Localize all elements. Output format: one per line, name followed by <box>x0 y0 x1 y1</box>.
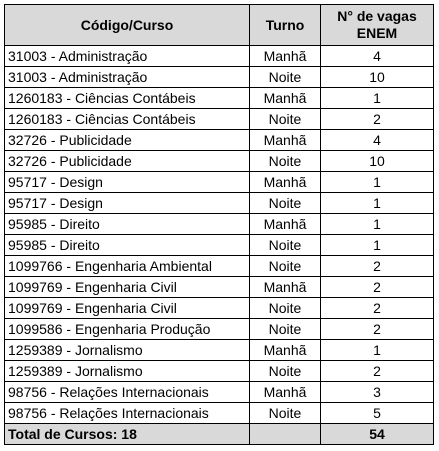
cell-curso: 31003 - Administração <box>5 67 250 88</box>
table-header <box>5 5 434 46</box>
cell-turno: Manhã <box>250 88 321 109</box>
cell-curso: 1099769 - Engenharia Civil <box>5 298 250 319</box>
cell-vagas: 1 <box>321 88 434 109</box>
header-curso: Código/Curso <box>5 5 250 46</box>
cell-curso: 1260183 - Ciências Contábeis <box>5 109 250 130</box>
cell-turno: Noite <box>250 193 321 214</box>
table-row <box>5 193 434 214</box>
cell-curso: 1259389 - Jornalismo <box>5 340 250 361</box>
cell-vagas: 2 <box>321 361 434 382</box>
cell-curso: 95717 - Design <box>5 172 250 193</box>
cell-turno: Manhã <box>250 46 321 67</box>
cell-curso: 1099766 - Engenharia Ambiental <box>5 256 250 277</box>
total-turno-cell <box>250 424 321 445</box>
vagas-table <box>4 4 434 445</box>
cell-turno: Manhã <box>250 340 321 361</box>
cell-vagas: 4 <box>321 46 434 67</box>
cell-vagas: 2 <box>321 298 434 319</box>
table-row <box>5 214 434 235</box>
table-row <box>5 46 434 67</box>
cell-vagas: 1 <box>321 214 434 235</box>
cell-vagas: 5 <box>321 403 434 424</box>
cell-turno: Manhã <box>250 382 321 403</box>
header-vagas-line1: N° de vagas <box>337 8 417 24</box>
table-row <box>5 298 434 319</box>
cell-vagas: 2 <box>321 256 434 277</box>
table-row <box>5 319 434 340</box>
cell-turno: Noite <box>250 109 321 130</box>
cell-curso: 1099769 - Engenharia Civil <box>5 277 250 298</box>
cell-turno: Manhã <box>250 277 321 298</box>
cell-vagas: 10 <box>321 151 434 172</box>
table-row <box>5 277 434 298</box>
cell-turno: Noite <box>250 319 321 340</box>
cell-curso: 32726 - Publicidade <box>5 151 250 172</box>
header-vagas <box>321 5 434 46</box>
total-cursos-label: Total de Cursos: 18 <box>5 424 250 445</box>
cell-curso: 95985 - Direito <box>5 214 250 235</box>
cell-vagas: 10 <box>321 67 434 88</box>
cell-vagas: 1 <box>321 172 434 193</box>
cell-turno: Noite <box>250 403 321 424</box>
cell-curso: 32726 - Publicidade <box>5 130 250 151</box>
cell-curso: 98756 - Relações Internacionais <box>5 382 250 403</box>
header-vagas-line2: ENEM <box>356 25 398 41</box>
table-row <box>5 67 434 88</box>
cell-vagas: 2 <box>321 277 434 298</box>
table-row <box>5 151 434 172</box>
cell-curso: 1259389 - Jornalismo <box>5 361 250 382</box>
table-row <box>5 361 434 382</box>
cell-vagas: 2 <box>321 319 434 340</box>
cell-curso: 95985 - Direito <box>5 235 250 256</box>
header-turno: Turno <box>250 5 321 46</box>
cell-turno: Manhã <box>250 130 321 151</box>
total-row <box>5 424 434 445</box>
cell-curso: 31003 - Administração <box>5 46 250 67</box>
cell-turno: Noite <box>250 256 321 277</box>
table-row <box>5 382 434 403</box>
table-row <box>5 130 434 151</box>
cell-turno: Noite <box>250 361 321 382</box>
cell-vagas: 2 <box>321 109 434 130</box>
cell-turno: Noite <box>250 235 321 256</box>
cell-turno: Noite <box>250 67 321 88</box>
cell-vagas: 4 <box>321 130 434 151</box>
table-row <box>5 172 434 193</box>
vagas-table-container <box>4 4 433 445</box>
cell-turno: Noite <box>250 298 321 319</box>
cell-curso: 1099586 - Engenharia Produção <box>5 319 250 340</box>
cell-vagas: 3 <box>321 382 434 403</box>
cell-turno: Manhã <box>250 172 321 193</box>
table-footer <box>5 424 434 445</box>
table-row <box>5 340 434 361</box>
cell-curso: 98756 - Relações Internacionais <box>5 403 250 424</box>
cell-vagas: 1 <box>321 193 434 214</box>
cell-curso: 1260183 - Ciências Contábeis <box>5 88 250 109</box>
cell-curso: 95717 - Design <box>5 193 250 214</box>
total-vagas-value: 54 <box>321 424 434 445</box>
cell-turno: Manhã <box>250 214 321 235</box>
table-row <box>5 88 434 109</box>
table-row <box>5 256 434 277</box>
cell-vagas: 1 <box>321 340 434 361</box>
table-body <box>5 46 434 424</box>
table-row <box>5 403 434 424</box>
table-row <box>5 235 434 256</box>
cell-turno: Noite <box>250 151 321 172</box>
cell-vagas: 1 <box>321 235 434 256</box>
header-row <box>5 5 434 46</box>
table-row <box>5 109 434 130</box>
